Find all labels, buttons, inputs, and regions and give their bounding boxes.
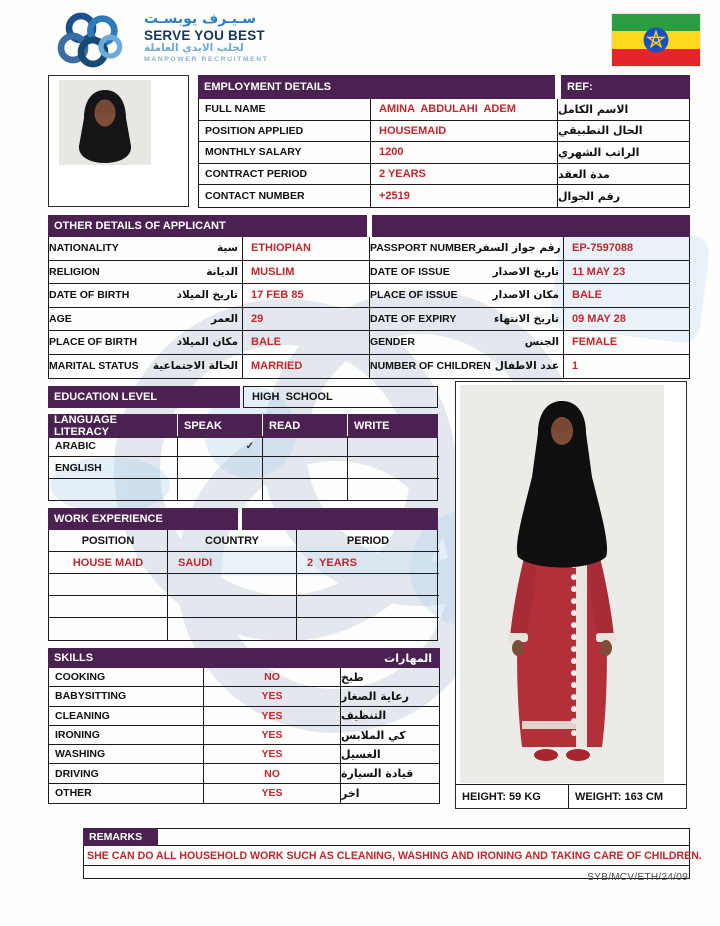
passport-photo-frame — [48, 75, 189, 207]
remarks-header — [83, 828, 690, 846]
field-label: AGE العمر — [49, 308, 243, 332]
skill-label: BABYSITTING — [49, 687, 204, 706]
employment-header — [198, 75, 690, 99]
language-literacy-section — [48, 414, 438, 501]
remarks-section — [83, 828, 702, 883]
other-details-title: OTHER DETAILS OF APPLICANT — [48, 215, 367, 237]
other-details-title-right — [372, 215, 690, 237]
table-cell — [168, 596, 297, 618]
column-header: READ — [263, 414, 348, 438]
field-value: +2519 — [371, 185, 558, 207]
other-details-header — [48, 215, 690, 237]
skill-value: YES — [204, 784, 341, 803]
table-cell — [168, 574, 297, 596]
skill-label: DRIVING — [49, 764, 204, 783]
logo-knot-icon — [50, 12, 136, 68]
applicant-full-body — [460, 385, 664, 783]
column-header: WRITE — [348, 414, 438, 438]
skill-value: YES — [204, 745, 341, 764]
field-label: RELIGION الديانة — [49, 261, 243, 285]
weight-label: WEIGHT: 163 CM — [575, 790, 664, 803]
other-details-table — [48, 237, 690, 379]
education-level-section — [48, 386, 438, 408]
skill-label-arabic: رعاية الصغار — [341, 687, 439, 706]
remarks-text: SHE CAN DO ALL HOUSEHOLD WORK SUCH AS CLEANING, WASHING AND IRONING AND TAKING CARE OF CHILDREN. — [83, 846, 690, 866]
logo-arabic-name: سـيـرف يوبسـت — [144, 11, 257, 27]
remarks-header-rest — [158, 828, 690, 846]
speak-cell — [178, 479, 263, 500]
other-details-section — [48, 215, 690, 379]
full-body-photo-frame — [455, 381, 687, 809]
remarks-title: REMARKS — [83, 828, 158, 846]
work-experience-title: WORK EXPERIENCE — [48, 508, 238, 530]
field-label-arabic: الاسم الكامل — [558, 99, 689, 121]
employment-title: EMPLOYMENT DETAILS — [198, 75, 555, 99]
language-name: ENGLISH — [49, 457, 178, 478]
read-cell — [263, 457, 348, 478]
language-literacy-header — [48, 414, 438, 436]
field-label: DATE OF ISSUE تاريخ الاصدار — [370, 261, 564, 285]
logo-english-name: SERVE YOU BEST — [144, 27, 265, 43]
skill-value: YES — [204, 707, 341, 726]
field-label-arabic: رقم الجوال — [558, 189, 621, 203]
skill-value: NO — [204, 668, 341, 687]
field-value: AMINA ABDULAHI ADEM — [371, 99, 558, 121]
logo-english-tagline: MANPOWER RECRUITMENT — [144, 55, 269, 63]
skill-label-arabic: اخر — [341, 786, 360, 800]
height-label: HEIGHT: 59 KG — [456, 785, 569, 808]
education-value: HIGH SCHOOL — [243, 386, 438, 408]
ref-label: REF: — [561, 75, 690, 99]
flag-star-emblem-icon — [642, 26, 670, 54]
field-label-arabic: الحال التطبيقي — [558, 121, 689, 143]
language-name: ARABIC — [49, 436, 178, 457]
column-header: POSITION — [49, 530, 168, 552]
language-literacy-table — [48, 436, 438, 501]
table-cell — [297, 618, 439, 640]
read-cell — [263, 436, 348, 457]
position-value: HOUSE MAID — [49, 552, 168, 574]
work-experience-header — [48, 508, 438, 530]
field-value: 1 — [572, 360, 579, 373]
column-header: COUNTRY — [168, 530, 297, 552]
ethiopia-flag — [612, 14, 700, 66]
field-value: MUSLIM — [243, 261, 369, 285]
work-experience-table — [48, 530, 438, 641]
field-value: 1200 — [371, 142, 558, 164]
table-cell — [297, 596, 439, 618]
table-cell — [297, 574, 439, 596]
work-experience-title-right — [242, 508, 438, 530]
skill-label: WASHING — [49, 745, 204, 764]
company-logo — [50, 12, 269, 68]
skill-value: NO — [204, 764, 341, 783]
skill-value: YES — [204, 726, 341, 745]
skill-label-arabic: طبخ — [341, 668, 439, 687]
field-value: 2 YEARS — [371, 164, 558, 186]
field-label: PLACE OF ISSUE مكان الاصدار — [370, 284, 564, 308]
field-value: ETHIOPIAN — [243, 237, 369, 261]
field-value: 29 — [243, 308, 369, 332]
skill-label: OTHER — [49, 784, 204, 803]
language-name — [49, 479, 178, 500]
field-value: 09 MAY 28 — [564, 308, 690, 332]
other-details-right — [369, 237, 690, 378]
field-label: PASSPORT NUMBER رقم جواز السفر — [370, 237, 564, 261]
field-label: MONTHLY SALARY — [199, 142, 371, 164]
field-value: BALE — [243, 331, 369, 355]
applicant-portrait — [59, 80, 151, 165]
skill-label-arabic: كي الملابس — [341, 726, 439, 745]
field-label: POSITION APPLIED — [199, 121, 371, 143]
country-value: SAUDI — [168, 552, 297, 574]
field-value: HOUSEMAID — [371, 121, 558, 143]
field-value: MARRIED — [251, 360, 303, 373]
field-label-arabic: الراتب الشهري — [558, 142, 689, 164]
column-header: LANGUAGE LITERACY — [48, 414, 178, 438]
work-experience-section — [48, 508, 438, 641]
skill-label-arabic: الغسيل — [341, 745, 439, 764]
skill-label: IRONING — [49, 726, 204, 745]
field-label: CONTRACT PERIOD — [199, 164, 371, 186]
logo-arabic-tagline: لجلب الايدي العاملة — [144, 41, 244, 54]
write-cell — [348, 457, 439, 478]
skills-header — [48, 648, 440, 668]
other-details-left — [49, 237, 369, 378]
field-label-arabic: مدة العقد — [558, 164, 689, 186]
skills-title: SKILLS — [54, 652, 94, 664]
skills-table — [48, 668, 440, 804]
field-label: GENDER الجنس — [370, 331, 564, 355]
field-label: DATE OF EXPIRY تاريخ الانتهاء — [370, 308, 564, 332]
field-label: NUMBER OF CHILDREN عدد الاطفال — [370, 355, 564, 379]
skill-label-arabic: التنظيف — [341, 707, 439, 726]
speak-cell — [178, 457, 263, 478]
write-cell — [348, 436, 439, 457]
table-cell — [49, 618, 168, 640]
education-title: EDUCATION LEVEL — [48, 386, 240, 408]
field-value: FEMALE — [564, 331, 690, 355]
field-value: 17 FEB 85 — [243, 284, 369, 308]
skill-value: YES — [204, 687, 341, 706]
field-label: DATE OF BIRTH تاريخ الميلاد — [49, 284, 243, 308]
skill-label: CLEANING — [49, 707, 204, 726]
field-value: BALE — [564, 284, 690, 308]
column-header: SPEAK — [178, 414, 263, 438]
field-value: 11 MAY 23 — [564, 261, 690, 285]
table-cell — [168, 618, 297, 640]
field-label: FULL NAME — [199, 99, 371, 121]
speak-checkmark: ✓ — [178, 436, 263, 457]
field-label: NATIONALITY سية — [49, 237, 243, 261]
field-value: EP-7597088 — [564, 237, 690, 261]
write-cell — [348, 479, 439, 500]
table-cell — [49, 574, 168, 596]
field-label: CONTACT NUMBER — [199, 185, 371, 207]
read-cell — [263, 479, 348, 500]
field-label: MARITAL STATUS الحالة الاجتماعية — [49, 355, 243, 379]
skill-label: COOKING — [49, 668, 204, 687]
full-body-photo — [460, 385, 664, 783]
employment-table — [198, 99, 690, 208]
employment-details-section — [198, 75, 690, 208]
field-label: PLACE OF BIRTH مكان الميلاد — [49, 331, 243, 355]
table-cell — [49, 596, 168, 618]
document-reference-code: SYB/MCV/ETH/24/09 — [587, 872, 688, 883]
skills-title-arabic: المهارات — [384, 651, 432, 665]
column-header: PERIOD — [297, 530, 439, 552]
skill-label-arabic: قيادة السيارة — [341, 764, 439, 783]
period-value: 2 YEARS — [297, 552, 439, 574]
height-weight-row — [456, 784, 686, 808]
passport-photo — [59, 80, 151, 165]
skills-section — [48, 648, 440, 804]
